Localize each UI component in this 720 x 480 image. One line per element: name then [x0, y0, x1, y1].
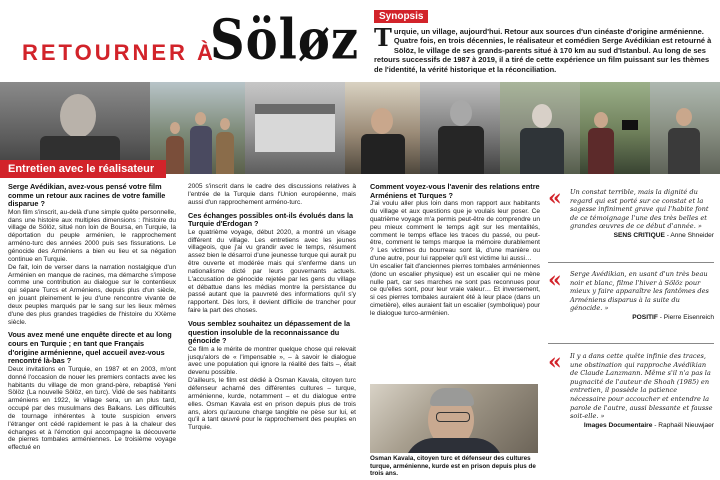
column-2	[188, 183, 356, 432]
answer-continued: 2005 s'inscrit dans le cadre des discussions relatives à l'entrée de la Turquie dans l'Union européenne, mais aussi d'un rapprochement arméno-turc.	[188, 183, 356, 206]
answer-5b: Un escalier fait d'anciennes pierres tombales arméniennes (donc un escalier physique) est un escalier qui ne mène nulle part, car ses marches ne sont pas reconnues pour ce qu'elles sont, pour leur vraie valeur… Et inversement, si ces pierres tombales auraient été à leur place (dans un cimetière), elles auraient fait un escalier (symbolique) pour le dialogue turco-arménien.	[370, 262, 540, 317]
photo-woman	[345, 82, 420, 174]
quote-text: Serge Avédikian, en usant d'un très beau noir et blanc, filme l'hiver à Sölöz pour mieux y faire apparaître les fantômes des Arméniens disparus à la suite du génocide. »	[570, 270, 709, 313]
osman-caption: Osman Kavala, citoyen turc et défenseur des cultures turque, arménienne, kurde est en prison depuis plus de trois ans.	[370, 455, 536, 478]
answer-2: Deux invitations en Turquie, en 1987 et en 2003, m'ont donné l'occasion de nouer les premiers contacts avec les habitants du village de mon grand-père, rebaptisé Yeni Sölöz (La nouvelle Sölöz, en turc). Vidé de ses habitants arméniens en 1922, le village sera, un an plus tard, occupé par des musulmans des Balkans. Les difficultés de tournage inhérentes à toute suspicion envers l'étranger ont cédé rapidement le pas à la chaleur des échanges et à l'émotion qui accompagne la découverte de pierres tombales arméniennes. Le troisième voyage effectué en	[8, 365, 176, 452]
answer-4b: D'ailleurs, le film est dédié à Osman Kavala, citoyen turc défenseur acharné des différentes cultures – turque, arménienne, kurde, notamment – et du dialogue entre elles. Osman Kavala est en prison depuis plus de trois ans, alors qu'aucune charge tangible ne pèse sur lui, et qu'il a tant œuvré pour le rapprochement des peuples en Turquie.	[188, 377, 356, 432]
answer-4: Ce film a le mérite de montrer quelque chose qui relevait jusqu'alors de « l'impensable », – à savoir le dialogue avec une population qui ignore la réalité des faits –, était devenu possible.	[188, 345, 356, 377]
synopsis-label: Synopsis	[374, 10, 428, 23]
quote-source: Images Documentaire - Raphaël Nieuwjaer	[583, 421, 714, 429]
title-prefix: RETOURNER À	[22, 40, 216, 65]
synopsis-dropcap: T	[374, 23, 392, 52]
review-quote-3	[548, 349, 714, 429]
synopsis-body: urquie, un village, aujourd'hui. Retour aux sources d'un cinéaste d'origine arménienne. Quatre fois, en trois décennies, le réalisateur et comédien Serge Avédikian est retourné à Sölöz, le village de ses grands-parents situé à 170 km au sud d'Istanbul. Au long de ses retours successifs de 1987 à 2019, il a tiré de cette expérience un film puissant sur les thèmes de l'identité, la vérité historique et la réconciliation.	[374, 27, 712, 74]
osman-kavala-photo	[370, 384, 538, 453]
interview-ribbon: Entretien avec le réalisateur	[0, 160, 166, 178]
answer-5: J'ai voulu aller plus loin dans mon rapport aux habitants du village et aux questions que je voulais leur poser. Ce quatrième voyage m'a permis peut-être de comprendre un peu mieux comment le temps agit sur les mentalités, comment le temps efface les traces du passé, ou peut-être, comment le temps marque la mémoire durablement ? Les victimes du bourreau sont là, d'une manière ou d'une autre, pour lui rappeler qu'il est victime lui aussi…	[370, 200, 540, 263]
question-4: Vous semblez souhaitez un dépassement de la question insoluble de la reconnaissance du génocide ?	[188, 319, 351, 346]
photo-man-outdoors	[420, 82, 500, 174]
quote-text: Un constat terrible, mais la dignité du regard qui est porté sur ce constat et la sagesse infiniment grave qui l'habite font de ce témoignage l'une des très belles et grandes œuvres de ce début d'année. »	[570, 188, 709, 231]
synopsis-text	[374, 23, 714, 74]
column-1	[8, 183, 176, 452]
photo-film-crew	[580, 82, 650, 174]
review-quote-2	[548, 267, 714, 321]
question-2: Vous avez mené une enquête directe et au long cours en Turquie ; en tant que Français d'origine arménienne, quel accueil avez-vous rencontré là-bas ?	[8, 330, 172, 366]
quote-mark-icon: «	[548, 349, 562, 375]
question-1: Serge Avédikian, avez-vous pensé votre film comme un retour aux racines de votre famille disparue ?	[8, 182, 166, 209]
photo-cameraman	[650, 82, 720, 174]
title-name: Söløz	[210, 8, 360, 73]
answer-1: Mon film s'inscrit, au-delà d'une simple quête personnelle, dans une histoire aux multiples dimensions : l'histoire du village de Sölöz, situé non loin de Boursa, en Turquie, la déportation du peuple arménien, le rapprochement arméno-turc des années 2000 puis ses fissurations. Le génocide des Arméniens a bien eu lieu et sa négation continue en Turquie.	[8, 208, 176, 263]
quote-source: SENS CRITIQUE - Anne Shneider	[613, 231, 714, 239]
quote-source: POSITIF - Pierre Eisenreich	[632, 313, 714, 321]
column-3	[370, 183, 540, 318]
question-5: Comment voyez-vous l'avenir des relations entre Arméniens et Turques ?	[370, 182, 540, 200]
quote-mark-icon: «	[548, 267, 562, 293]
quote-mark-icon: «	[548, 185, 562, 211]
answer-1b: De fait, loin de verser dans la narration nostalgique d'un Arménien en manque de racines, ma démarche s'impose comme une contribution au dialogue sur le contentieux qui sépare Turcs et Arméniens, depuis plus d'un siècle, en jouant pleinement le jeu d'une rencontre vivante de deux peuples marqués par le sang sur les lieux mêmes d'une des plus grandes tragédies de l'histoire du XXème siècle.	[8, 263, 176, 326]
answer-3: Le quatrième voyage, début 2020, a montré un visage différent du village. Les entretiens avec les jeunes villageois, que j'ai vu grandir avec le temps, résument assez bien le désarroi d'une jeunesse turque qui aurait pu être ouverte et modérée mais qui s'enferme dans un nationalisme dicté par leurs gouvernants actuels. L'accusation de génocide rejetée par les gens du village et débattue dans les médias montre la persistance du passé autant que la pauvreté des informations qu'il s'y rapportent. Dès lors, il devient difficile de trancher pour faire la part des choses.	[188, 228, 356, 315]
photo-village	[245, 82, 345, 174]
question-3: Ces échanges possibles ont-ils évolués dans la Turquie d'Erdogan ?	[188, 210, 354, 229]
photo-director-winter	[500, 82, 580, 174]
quote-divider	[548, 262, 714, 263]
page-title	[10, 8, 360, 78]
quote-divider	[548, 343, 714, 344]
quote-text: Il y a dans cette quête infinie des traces, une obstination qui rapproche Avédikian de Claude Lanzmann. Même s'il n'a pas la pugnacité de l'auteur de Shoah (1985) en entretien, il possède la patience nécessaire pour accoucher et entendre la parole de l'autre, aussi blessante et fausse soit-elle. »	[570, 352, 713, 421]
review-quote-1	[548, 185, 714, 239]
